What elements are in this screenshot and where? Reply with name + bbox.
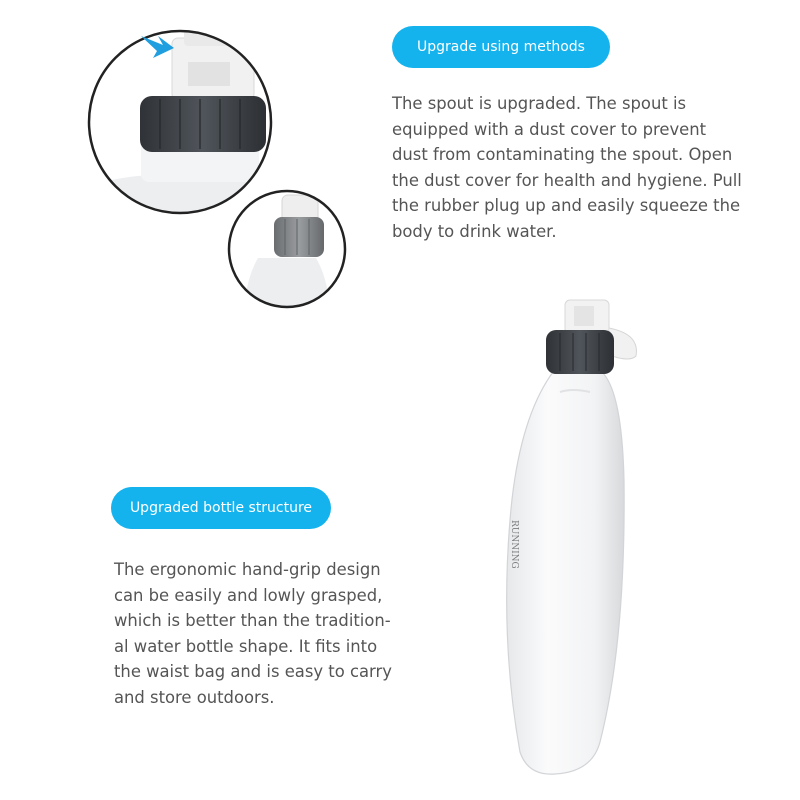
structure-section-text: The ergonomic hand-grip design can be easily and lowly grasped, which is better than the tradition- al water bottle shape. It fits into the waist bag and is easy to carry and store outdoors. [114,560,392,707]
bottle-side-print: RUNNING [509,520,519,569]
spout-section-heading: Upgrade using methods [392,26,610,68]
soft-flask-bottle [507,300,637,774]
spout-closeup-large [89,30,271,215]
structure-section-heading: Upgraded bottle structure [111,487,331,529]
spout-section-text: The spout is upgraded. The spout is equipped with a dust cover to prevent dust from contaminating the spout. Open the dust cover for health and hygiene. Pull the rubber plug up and easily squeeze the body to drink water. [392,94,742,241]
spout-closeup-small [229,191,345,320]
